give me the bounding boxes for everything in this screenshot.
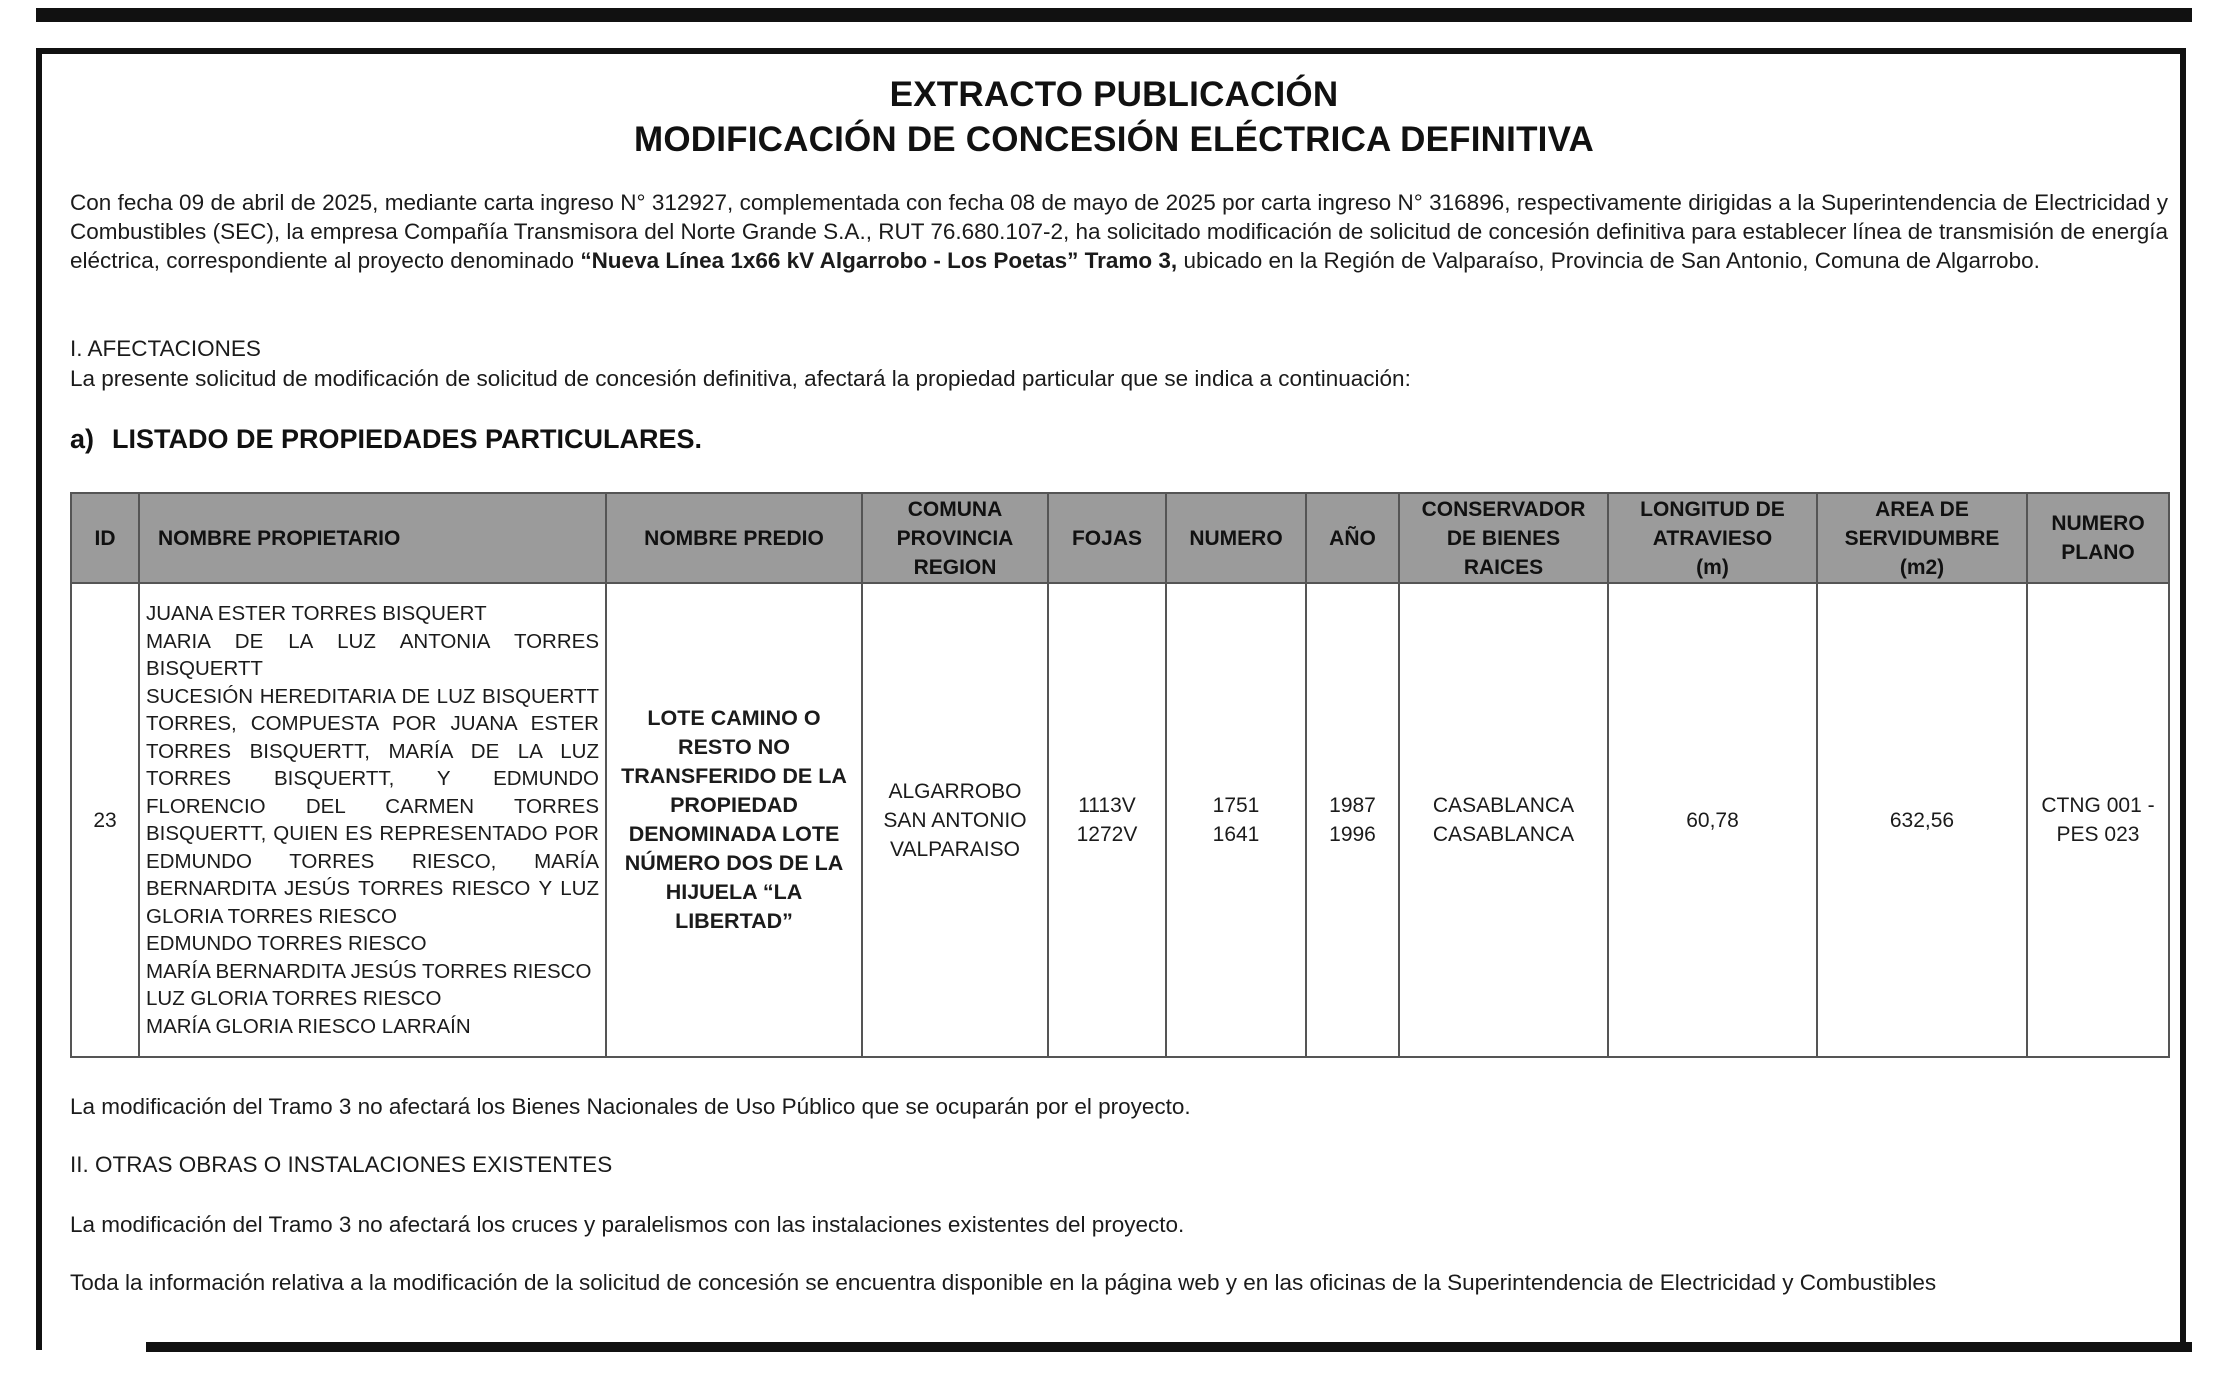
cell-longitud: 60,78 (1608, 583, 1817, 1057)
owner-line: LUZ GLORIA TORRES RIESCO (146, 987, 442, 1010)
section-1-heading: I. AFECTACIONES (70, 336, 261, 361)
cell-numero: 1751 1641 (1166, 583, 1306, 1057)
owner-line: MARIA DE LA LUZ ANTONIA TORRES BISQUERTT (146, 629, 599, 680)
table-header-row (71, 493, 2169, 583)
header-conservador: CONSERVADOR DE BIENES RAICES (1399, 493, 1608, 583)
top-rule (36, 8, 2192, 22)
final-text: Toda la información relativa a la modificación de la solicitud de concesión se encuentra disponible en la página web y en las oficinas de la Superintendencia de Electricidad y Combustibles (70, 1270, 1937, 1295)
owner-line: MARÍA BERNARDITA JESÚS TORRES RIESCO (146, 959, 592, 983)
cell-comuna: ALGARROBO SAN ANTONIO VALPARAISO (862, 583, 1048, 1057)
header-plano: NUMERO PLANO (2027, 493, 2169, 583)
section-2-text: La modificación del Tramo 3 no afectará los cruces y paralelismos con las instalaciones existentes del proyecto. (70, 1212, 1185, 1237)
header-comuna: COMUNA PROVINCIA REGION (862, 493, 1048, 583)
header-area: AREA DE SERVIDUMBRE (m2) (1817, 493, 2027, 583)
after-table-text: La modificación del Tramo 3 no afectará los Bienes Nacionales de Uso Público que se ocuparán por el proyecto. (70, 1094, 1191, 1119)
intro-paragraph (70, 188, 2168, 275)
header-longitud: LONGITUD DE ATRAVIESO (m) (1608, 493, 1817, 583)
table-row (71, 583, 2169, 1057)
intro-text-end: ubicado en la Región de Valparaíso, Provincia de San Antonio, Comuna de Algarrobo. (1177, 248, 2040, 273)
header-fojas: FOJAS (1048, 493, 1166, 583)
cell-predio: LOTE CAMINO O RESTO NO TRANSFERIDO DE LA PROPIEDAD DENOMINADA LOTE NÚMERO DOS DE LA HIJUELA “LA LIBERTAD” (606, 583, 862, 1057)
cell-id: 23 (71, 583, 139, 1057)
document-subtitle: MODIFICACIÓN DE CONCESIÓN ELÉCTRICA DEFINITIVA (633, 120, 1595, 159)
header-numero: NUMERO (1166, 493, 1306, 583)
section-1-text: La presente solicitud de modificación de solicitud de concesión definitiva, afectará la propiedad particular que se indica a continuación: (70, 366, 1411, 391)
cell-area: 632,56 (1817, 583, 2027, 1057)
subsection-a-heading (70, 424, 702, 455)
intro-text-start: Con fecha 09 de abril de 2025, mediante carta ingreso N° 312927, complementada con fecha 08 de mayo de 2025 por carta ingreso N° 316896, respectivamente dirigidas a la Superintendencia de Electricidad y Combustibles (SEC), la empresa Compañía Transmisora del Norte Grande S.A., RUT 76.680.107-2, ha solicitado modificación de solicitud de concesión definitiva para establecer línea de transmisión de energía eléctrica, correspondiente al proyecto denominado (70, 190, 2168, 273)
cell-owner (139, 583, 606, 1057)
header-owner: NOMBRE PROPIETARIO (139, 493, 606, 583)
section-2-heading: II. OTRAS OBRAS O INSTALACIONES EXISTENTES (70, 1152, 613, 1177)
cell-fojas: 1113V 1272V (1048, 583, 1166, 1057)
bottom-rule (146, 1342, 2192, 1352)
header-predio: NOMBRE PREDIO (606, 493, 862, 583)
cell-conservador: CASABLANCA CASABLANCA (1399, 583, 1608, 1057)
owner-line: JUANA ESTER TORRES BISQUERT (146, 602, 487, 625)
owner-line: SUCESIÓN HEREDITARIA DE LUZ BISQUERTT TORRES, COMPUESTA POR JUANA ESTER TORRES BISQUERTT, MARÍA DE LA LUZ TORRES BISQUERTT, Y EDMUNDO FLORENCIO DEL CARMEN TORRES BISQUERTT, QUIEN ES REPRESENTADO POR EDMUNDO TORRES RIESCO, MARÍA BERNARDITA JESÚS TORRES RIESCO Y LUZ GLORIA TORRES RIESCO (146, 684, 599, 928)
cell-anio: 1987 1996 (1306, 583, 1399, 1057)
owner-line: EDMUNDO TORRES RIESCO (146, 932, 427, 955)
cell-plano: CTNG 001 - PES 023 (2027, 583, 2169, 1057)
owner-line: MARÍA GLORIA RIESCO LARRAÍN (146, 1014, 471, 1038)
subsection-title: LISTADO DE PROPIEDADES PARTICULARES. (112, 424, 703, 454)
header-anio: AÑO (1306, 493, 1399, 583)
project-name: “Nueva Línea 1x66 kV Algarrobo - Los Poetas” Tramo 3, (580, 248, 1178, 273)
header-id: ID (71, 493, 139, 583)
document-title: EXTRACTO PUBLICACIÓN (889, 75, 1339, 114)
properties-table (70, 492, 2170, 1058)
subsection-letter: a) (70, 424, 95, 454)
